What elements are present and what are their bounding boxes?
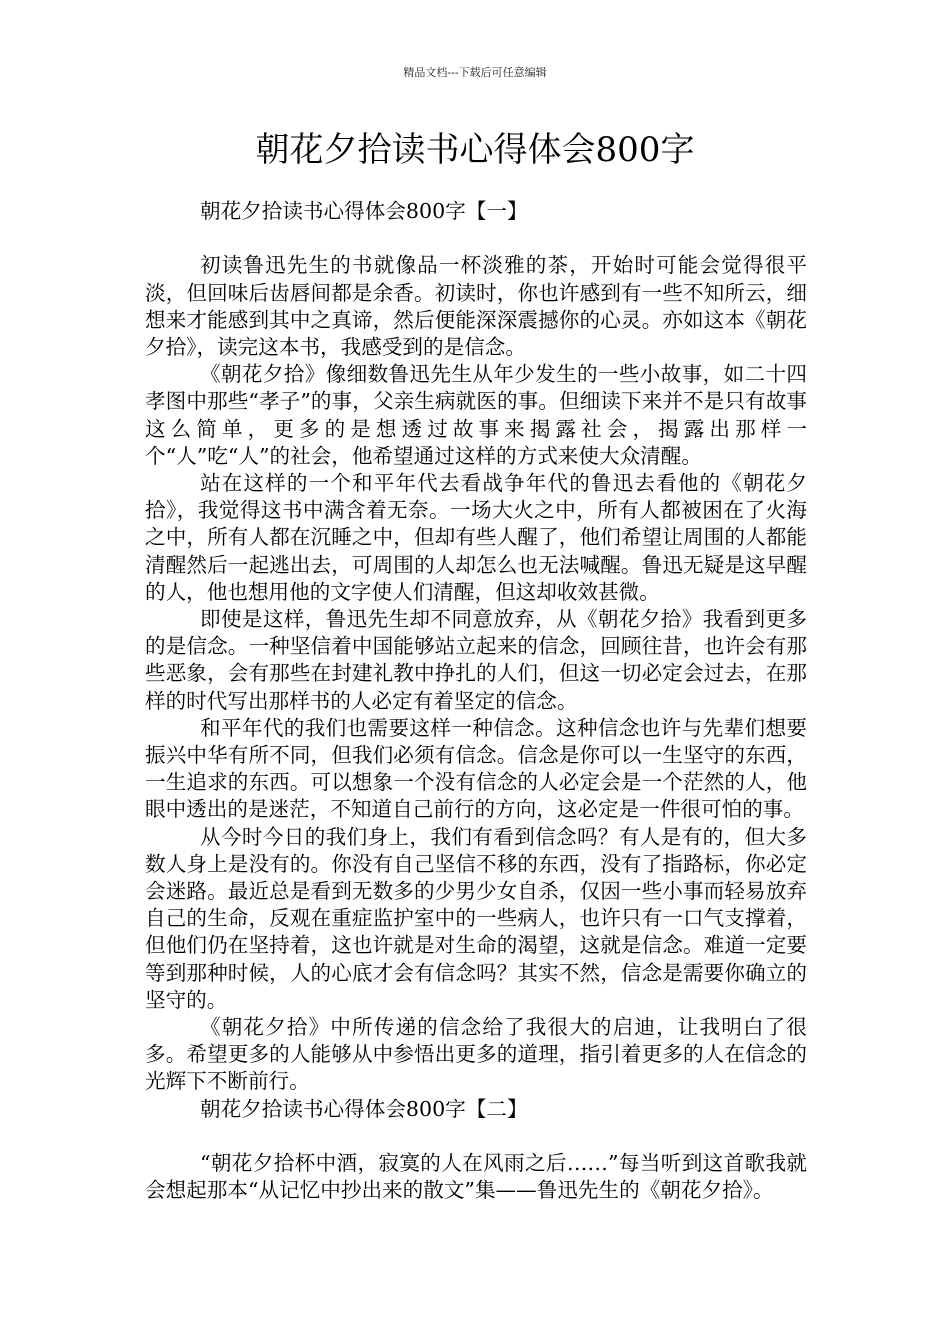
paragraph: 初读鲁迅先生的书就像品一杯淡雅的茶，开始时可能会觉得很平淡，但回味后齿唇间都是余香。初读时，你也许感到有一些不知所云，细想来才能感到其中之真谛，然后便能深深震撼你的心灵。亦如这本《朝花夕拾》，读完这本书，我感受到的是信念。 — [145, 253, 807, 359]
paragraph: 和平年代的我们也需要这样一种信念。这种信念也许与先辈们想要振兴中华有所不同，但我们必须有信念。信念是你可以一生坚守的东西，一生追求的东西。可以想象一个没有信念的人必定会是一个茫然的人，他眼中透出的是迷茫，不知道自己前行的方向，这必定是一件很可怕的事。 — [145, 715, 807, 822]
blank-line — [145, 1123, 807, 1150]
section-heading-two: 朝花夕拾读书心得体会800字【二】 — [200, 1096, 528, 1121]
document-body — [145, 198, 807, 1204]
paragraph: 站在这样的一个和平年代去看战争年代的鲁迅去看他的《朝花夕拾》，我觉得这书中满含着无奈。一场大火之中，所有人都被困在了火海之中，所有人都在沉睡之中，但却有些人醒了，他们希望让周围的人都能清醒然后一起逃出去，可周围的人却怎么也无法喊醒。鲁迅无疑是这早醒的人，他也想用他的文字使人们清醒，但这却收效甚微。 — [145, 471, 807, 604]
paragraph: “朝花夕拾杯中酒，寂寞的人在风雨之后……”每当听到这首歌我就会想起那本“从记忆中抄出来的散文”集——鲁迅先生的《朝花夕拾》。 — [145, 1151, 807, 1203]
paragraph: 《朝花夕拾》中所传递的信念给了我很大的启迪，让我明白了很多。希望更多的人能够从中参悟出更多的道理，指引着更多的人在信念的光辉下不断前行。 — [145, 1015, 807, 1094]
paragraph: 《朝花夕拾》像细数鲁迅先生从年少发生的一些小故事，如二十四孝图中那些“孝子”的事，父亲生病就医的事。但细读下来并不是只有故事这么简单，更多的是想透过故事来揭露社会，揭露出那样一个“人”吃“人”的社会，他希望通过这样的方式来使大众清醒。 — [145, 362, 807, 468]
page-header-note: 精品文档---下载后可任意编辑 — [403, 66, 547, 79]
section-heading-one: 朝花夕拾读书心得体会800字【一】 — [200, 199, 528, 223]
blank-line — [145, 225, 807, 252]
paragraph: 从今时今日的我们身上，我们有看到信念吗？有人是有的，但大多数人身上是没有的。你没有自己坚信不移的东西，没有了指路标，你必定会迷路。最近总是看到无数多的少男少女自杀，仅因一些小事而轻易放弃自己的生命，反观在重症监护室中的一些病人，也许只有一口气支撑着，但他们仍在坚持着，这也许就是对生命的渴望，这就是信念。难道一定要等到那种时候，人的心底才会有信念吗？其实不然，信念是需要你确立的坚守的。 — [145, 824, 807, 1012]
document-title: 朝花夕拾读书心得体会800字 — [255, 130, 695, 170]
paragraph: 即使是这样，鲁迅先生却不同意放弃，从《朝花夕拾》我看到更多的是信念。一种坚信着中国能够站立起来的信念，回顾往昔，也许会有那些恶象，会有那些在封建礼教中挣扎的人们，但这一切必定会过去，在那样的时代写出那样书的人必定有着坚定的信念。 — [145, 607, 807, 713]
